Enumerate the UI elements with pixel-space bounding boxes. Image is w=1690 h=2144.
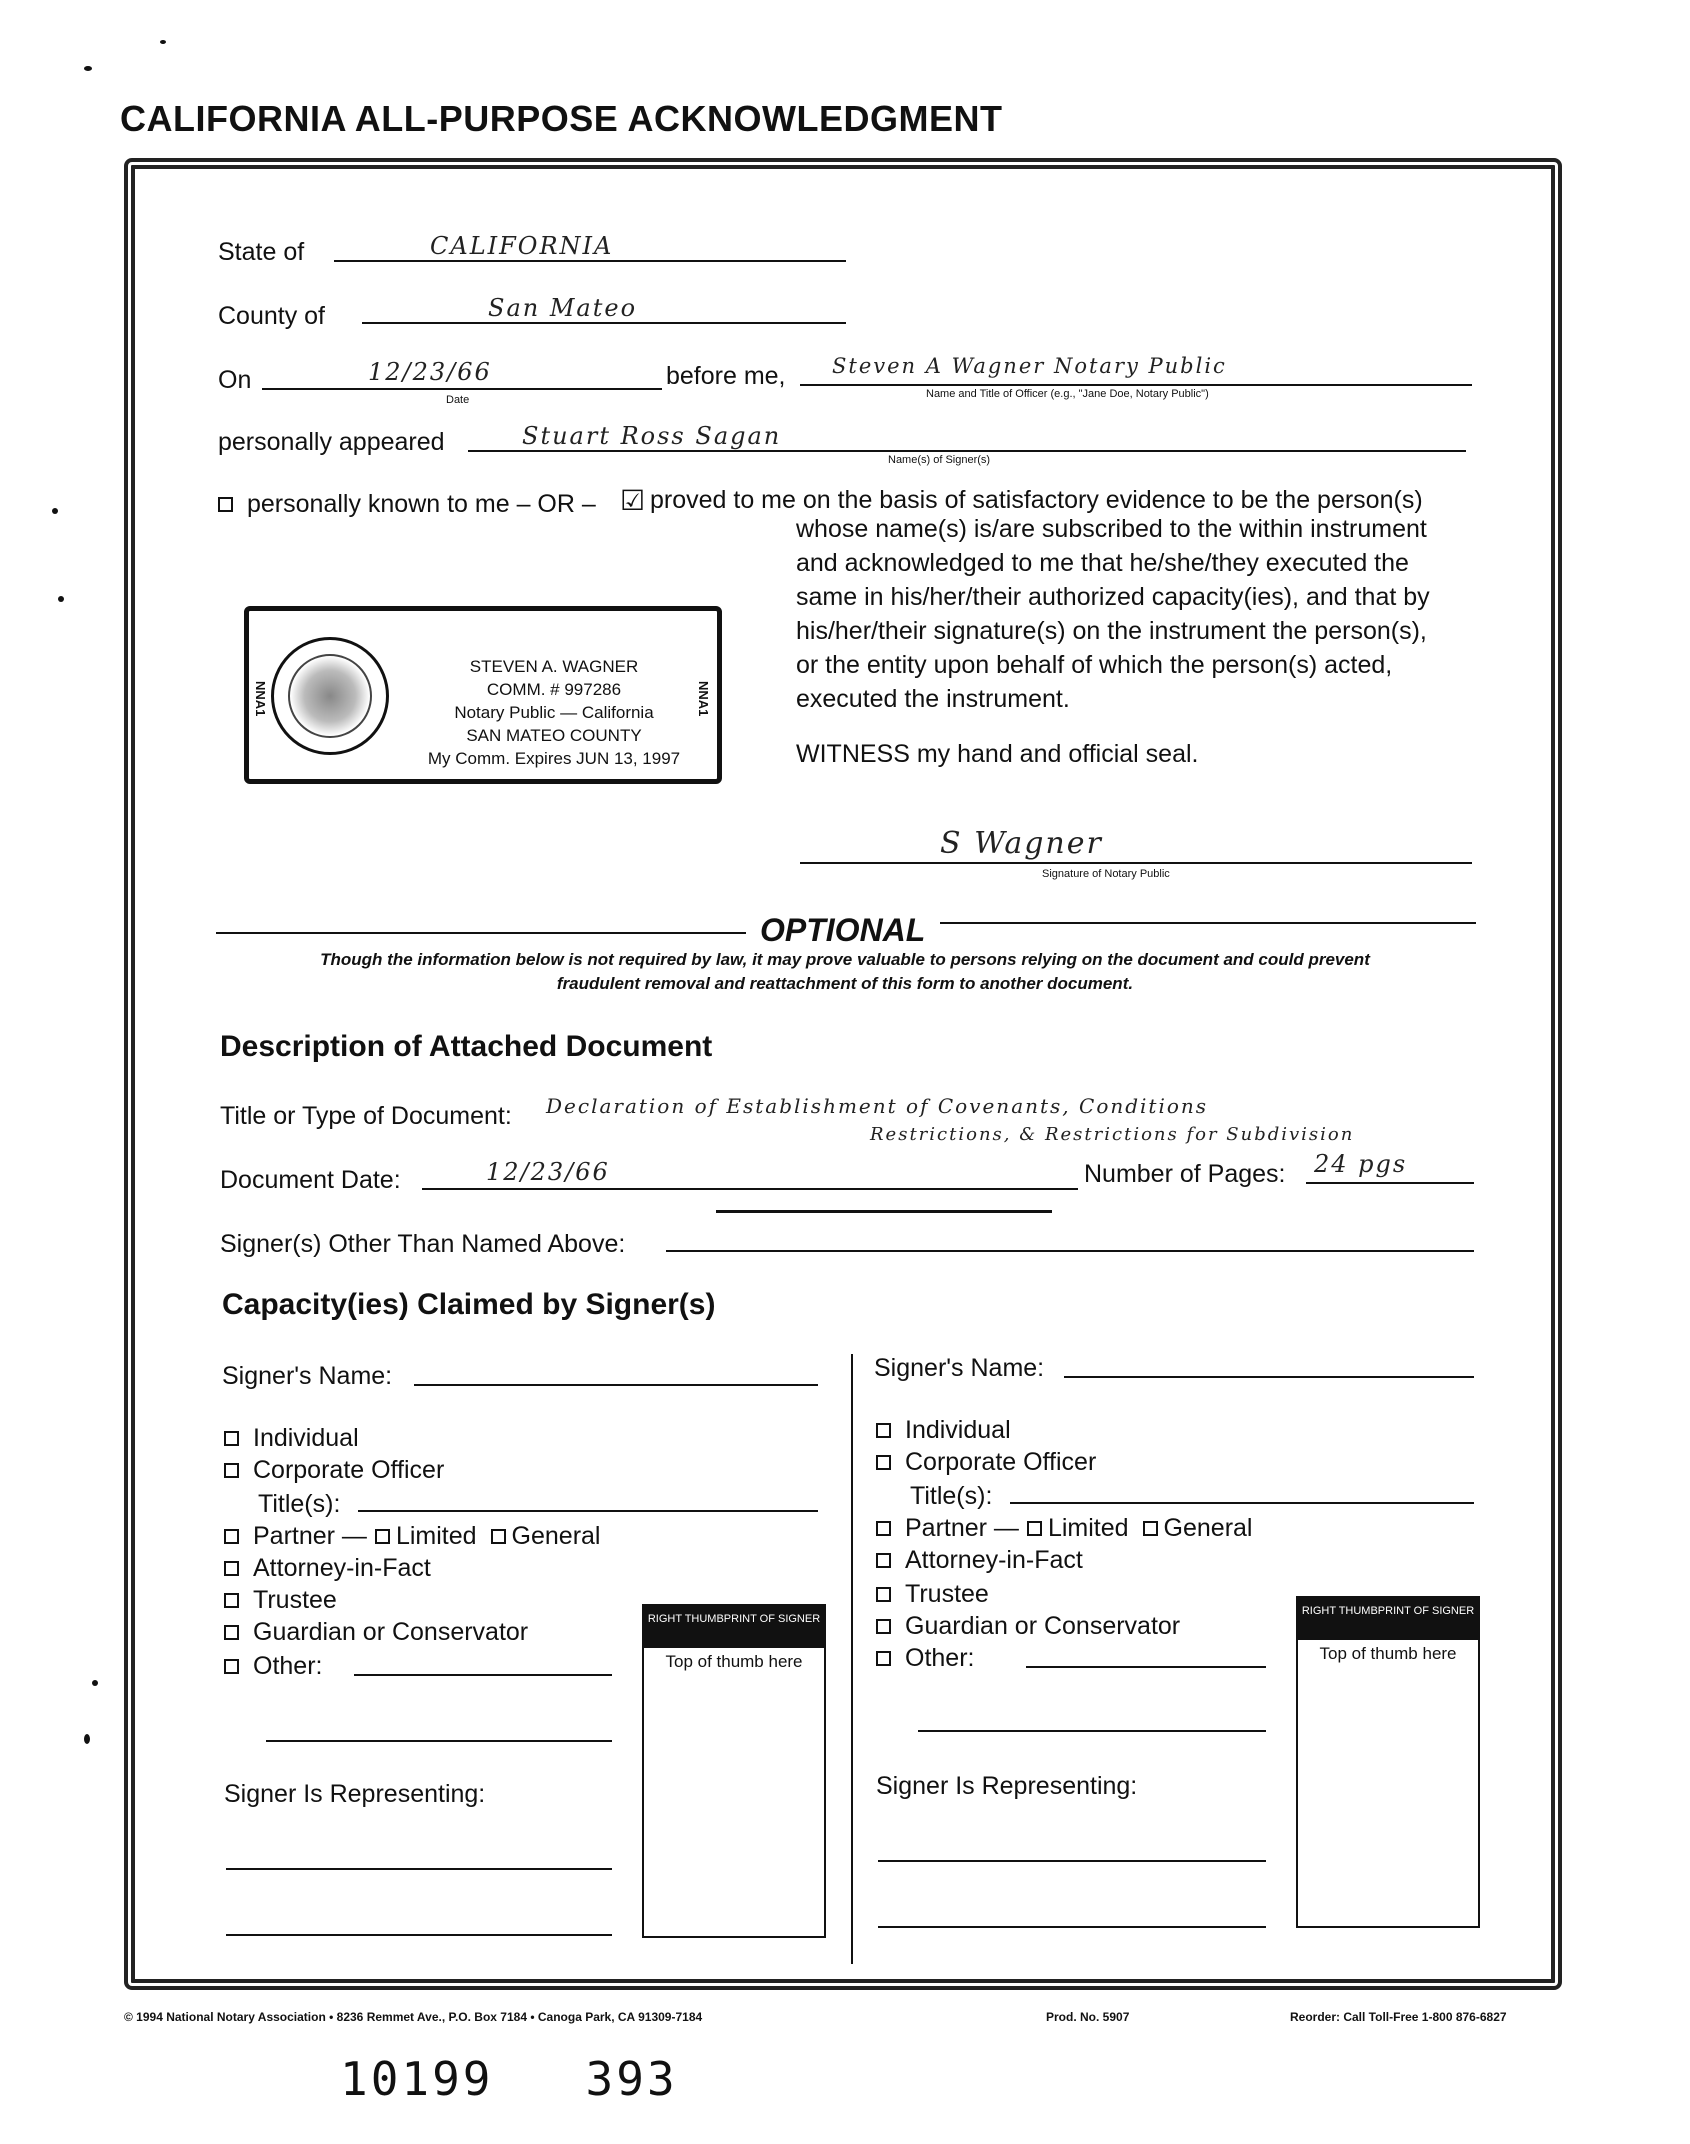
doc-title-value-line2[interactable]: Restrictions, & Restrictions for Subdivision: [870, 1124, 1355, 1145]
signer2-corporate-officer-option[interactable]: [876, 1448, 1096, 1477]
option-label: Attorney-in-Fact: [253, 1554, 431, 1582]
county-label: County of: [218, 302, 326, 330]
optional-heading: OPTIONAL: [760, 912, 926, 948]
capacity-heading: Capacity(ies) Claimed by Signer(s): [222, 1288, 716, 1321]
doc-date-label: Document Date:: [220, 1166, 401, 1194]
thumbprint-heading: RIGHT THUMBPRINT OF SIGNER: [1298, 1598, 1478, 1640]
witness-statement: WITNESS my hand and official seal.: [796, 740, 1199, 768]
proved-checkbox[interactable]: ☑: [620, 485, 646, 516]
stamp-line: My Comm. Expires JUN 13, 1997: [427, 749, 681, 768]
general-checkbox[interactable]: [491, 1529, 506, 1544]
checkbox[interactable]: [876, 1455, 891, 1470]
signer2-guardian-option[interactable]: [876, 1612, 1180, 1641]
signer2-individual-option[interactable]: [876, 1416, 1011, 1445]
signer1-name-field[interactable]: [414, 1384, 818, 1386]
signer1-individual-option[interactable]: [224, 1424, 359, 1453]
checkbox[interactable]: [224, 1463, 239, 1478]
footer-reorder: Reorder: Call Toll-Free 1-800 876-6827: [1290, 2010, 1507, 2024]
officer-caption: Name and Title of Officer (e.g., "Jane Doe, Notary Public"): [926, 388, 1209, 400]
checkbox[interactable]: [224, 1529, 239, 1544]
optional-rule-left: [216, 932, 746, 934]
signer2-titles-label: Title(s):: [910, 1482, 993, 1510]
known-label: personally known to me – OR –: [247, 490, 596, 518]
option-label: Partner —: [253, 1522, 367, 1550]
footer-product-number: Prod. No. 5907: [1046, 2010, 1130, 2024]
scan-speck: [58, 596, 64, 602]
signer-line: [468, 450, 1466, 452]
pages-label: Number of Pages:: [1084, 1160, 1286, 1188]
stamp-side-mark: NNA1: [253, 681, 268, 717]
signer2-thumbprint-box[interactable]: [1296, 1596, 1480, 1928]
acknowledgment-line: same in his/her/their authorized capacity(ies), and that by: [796, 583, 1430, 611]
signer2-partner-option[interactable]: [876, 1514, 1252, 1543]
doc-date-value[interactable]: 12/23/66: [486, 1158, 610, 1186]
option-label: Other:: [253, 1652, 323, 1680]
signer1-name-label: Signer's Name:: [222, 1362, 393, 1390]
checkbox[interactable]: [224, 1431, 239, 1446]
checkbox[interactable]: [876, 1521, 891, 1536]
signer1-titles-label: Title(s):: [258, 1490, 341, 1518]
signer2-representing-label: Signer Is Representing:: [876, 1772, 1138, 1800]
scan-speck: [92, 1680, 98, 1686]
signer2-attorney-option[interactable]: [876, 1546, 1083, 1575]
signer2-titles-field[interactable]: [1010, 1502, 1474, 1504]
checkbox[interactable]: [224, 1625, 239, 1640]
county-line: [362, 322, 846, 324]
notary-signature: S Wagner: [940, 826, 1103, 861]
scan-speck: [52, 508, 58, 514]
signer1-other-field[interactable]: [354, 1674, 612, 1676]
state-line: [334, 260, 846, 262]
signer1-other-option[interactable]: [224, 1652, 322, 1681]
state-value[interactable]: CALIFORNIA: [430, 232, 614, 260]
signer1-corporate-officer-option[interactable]: [224, 1456, 444, 1485]
pages-value[interactable]: 24 pgs: [1314, 1150, 1408, 1178]
signer2-name-field[interactable]: [1064, 1376, 1474, 1378]
stray-pen-stroke: [716, 1210, 1052, 1213]
form-title: CALIFORNIA ALL-PURPOSE ACKNOWLEDGMENT: [120, 98, 1003, 139]
option-label: Attorney-in-Fact: [905, 1546, 1083, 1574]
option-label: Trustee: [905, 1580, 989, 1608]
doc-date-line: [422, 1188, 1078, 1190]
signer2-other-field[interactable]: [1026, 1666, 1266, 1668]
on-label: On: [218, 366, 252, 394]
option-label: Limited: [1047, 1514, 1129, 1542]
checkbox[interactable]: [224, 1561, 239, 1576]
officer-value[interactable]: Steven A Wagner Notary Public: [832, 354, 1227, 378]
other-signers-label: Signer(s) Other Than Named Above:: [220, 1230, 626, 1258]
option-label: Guardian or Conservator: [905, 1612, 1181, 1640]
other-signers-line: [666, 1250, 1474, 1252]
checkbox[interactable]: [876, 1587, 891, 1602]
option-label: General: [511, 1522, 601, 1550]
limited-checkbox[interactable]: [375, 1529, 390, 1544]
signer1-trustee-option[interactable]: [224, 1586, 337, 1615]
option-label: Individual: [253, 1424, 359, 1452]
checkbox[interactable]: [224, 1659, 239, 1674]
state-label: State of: [218, 238, 305, 266]
stamp-line: Notary Public — California: [454, 703, 654, 722]
signer2-representing-field[interactable]: [878, 1860, 1266, 1862]
signature-caption: Signature of Notary Public: [1042, 868, 1170, 880]
attached-doc-heading: Description of Attached Document: [220, 1030, 713, 1063]
thumbprint-hint: Top of thumb here: [1319, 1644, 1457, 1663]
signer1-other-field-2[interactable]: [266, 1740, 612, 1742]
checkbox[interactable]: [876, 1651, 891, 1666]
signer1-partner-option[interactable]: [224, 1522, 600, 1551]
state-seal-icon: [271, 637, 389, 755]
doc-title-value-line1[interactable]: Declaration of Establishment of Covenants, Conditions: [546, 1094, 1209, 1118]
scan-speck: [84, 1734, 90, 1744]
signer1-attorney-option[interactable]: [224, 1554, 431, 1583]
scan-speck: [84, 66, 92, 71]
signer2-representing-field-2[interactable]: [878, 1926, 1266, 1928]
acknowledgment-line: and acknowledged to me that he/she/they executed the: [796, 549, 1409, 577]
appeared-label: personally appeared: [218, 428, 445, 456]
officer-line: [800, 384, 1472, 386]
acknowledgment-line: his/her/their signature(s) on the instrument the person(s),: [796, 617, 1427, 645]
option-label: Corporate Officer: [253, 1456, 445, 1484]
signer1-titles-field[interactable]: [358, 1510, 818, 1512]
appeared-signer-value[interactable]: Stuart Ross Sagan: [522, 422, 782, 450]
checkbox[interactable]: [224, 1593, 239, 1608]
checkbox[interactable]: [876, 1619, 891, 1634]
acknowledgment-line: whose name(s) is/are subscribed to the within instrument: [796, 515, 1427, 543]
doc-title-label: Title or Type of Document:: [220, 1102, 512, 1130]
scan-speck: [160, 40, 166, 44]
option-label: General: [1163, 1514, 1253, 1542]
thumbprint-hint: Top of thumb here: [665, 1652, 803, 1671]
option-label: Other:: [905, 1644, 975, 1672]
option-label: Individual: [905, 1416, 1011, 1444]
signer2-name-label: Signer's Name:: [874, 1354, 1045, 1382]
stamp-side-mark: NNA1: [696, 681, 711, 717]
signer-caption: Name(s) of Signer(s): [888, 454, 991, 466]
option-label: Guardian or Conservator: [253, 1618, 529, 1646]
signer2-other-field-2[interactable]: [918, 1730, 1266, 1732]
optional-note: [200, 948, 1490, 996]
signer2-trustee-option[interactable]: [876, 1580, 989, 1609]
option-label: Limited: [395, 1522, 477, 1550]
signer1-representing-field-2[interactable]: [226, 1934, 612, 1936]
optional-note-line: fraudulent removal and reattachment of this form to another document.: [556, 974, 1134, 993]
stamp-line: STEVEN A. WAGNER: [469, 657, 639, 676]
proved-label: proved to me on the basis of satisfactory evidence to be the person(s): [650, 486, 1423, 514]
option-label: Corporate Officer: [905, 1448, 1097, 1476]
signer1-guardian-option[interactable]: [224, 1618, 528, 1647]
notary-stamp: [244, 606, 722, 784]
signer1-representing-field[interactable]: [226, 1868, 612, 1870]
optional-rule-right: [940, 922, 1476, 924]
signer1-thumbprint-box[interactable]: [642, 1604, 826, 1938]
acknowledgment-text: [796, 512, 1430, 716]
date-line: [262, 388, 662, 390]
footer-copyright: © 1994 National Notary Association • 8236 Remmet Ave., P.O. Box 7184 • Canoga Park, CA 91309-7184: [124, 2010, 703, 2024]
signer-column-divider: [851, 1354, 853, 1964]
county-value[interactable]: San Mateo: [488, 294, 638, 322]
optional-note-line: Though the information below is not required by law, it may prove valuable to persons relying on the document and could prevent: [320, 950, 1370, 969]
signer2-other-option[interactable]: [876, 1644, 974, 1673]
option-label: Trustee: [253, 1586, 337, 1614]
document-number: 10199 393: [340, 2052, 678, 2106]
acknowledgment-line: or the entity upon behalf of which the person(s) acted,: [796, 651, 1393, 679]
acknowledgment-line: executed the instrument.: [796, 685, 1070, 713]
checkbox[interactable]: [876, 1423, 891, 1438]
checkbox[interactable]: [876, 1553, 891, 1568]
signer1-representing-label: Signer Is Representing:: [224, 1780, 486, 1808]
stamp-line: COMM. # 997286: [486, 680, 622, 699]
thumbprint-heading: RIGHT THUMBPRINT OF SIGNER: [644, 1606, 824, 1648]
limited-checkbox[interactable]: [1027, 1521, 1042, 1536]
general-checkbox[interactable]: [1143, 1521, 1158, 1536]
pages-line: [1306, 1182, 1474, 1184]
known-option[interactable]: [218, 490, 596, 519]
stamp-line: SAN MATEO COUNTY: [466, 726, 642, 745]
appearance-date-value[interactable]: 12/23/66: [368, 358, 492, 386]
option-label: Partner —: [905, 1514, 1019, 1542]
before-me-label: before me,: [666, 362, 786, 390]
known-checkbox[interactable]: [218, 497, 233, 512]
date-caption: Date: [446, 394, 470, 406]
signature-line: [800, 862, 1472, 864]
